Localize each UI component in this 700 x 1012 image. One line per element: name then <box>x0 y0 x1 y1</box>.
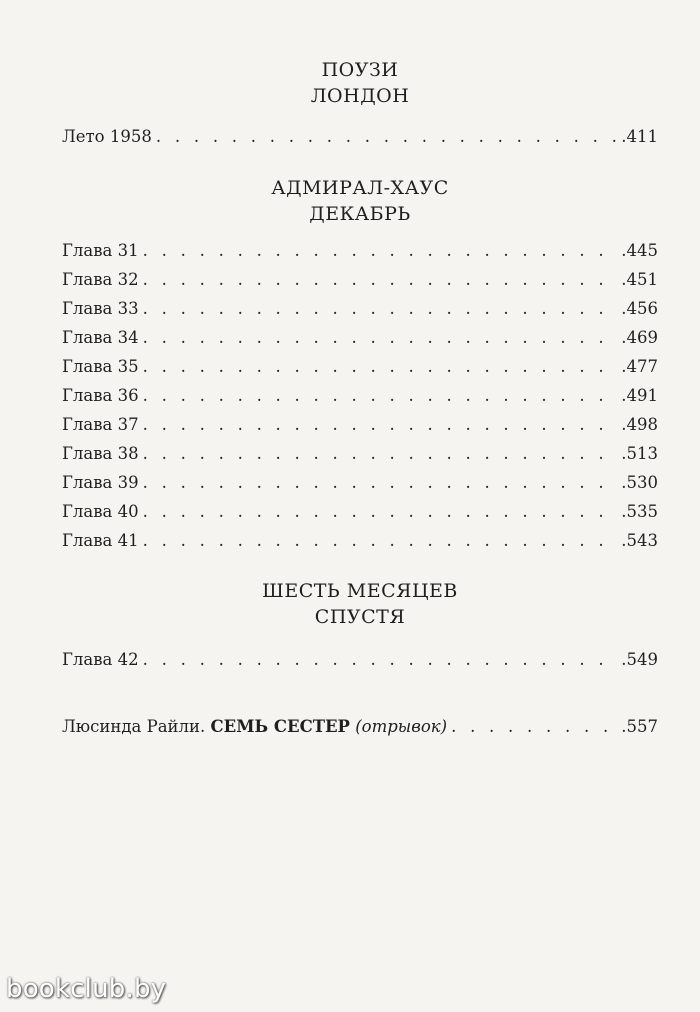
toc-page-number: .451 <box>621 270 658 289</box>
section-heading-pouzi <box>0 57 700 109</box>
toc-page-number: .549 <box>621 650 658 669</box>
dot-leader <box>143 266 618 294</box>
toc-page-number: .535 <box>621 502 658 521</box>
dot-leader <box>143 469 618 497</box>
toc-page-number: .498 <box>621 415 658 434</box>
toc-entry-chapter-36[interactable] <box>62 382 658 410</box>
section-heading-six-months <box>0 578 700 630</box>
section-title-line: ЛОНДОН <box>310 85 410 107</box>
section-title-line: ДЕКАБРЬ <box>309 203 411 225</box>
toc-entry-label: Глава 32 <box>62 270 139 289</box>
dot-leader <box>143 440 618 468</box>
dot-leader <box>143 353 618 381</box>
section-title-line: СПУСТЯ <box>314 606 406 628</box>
toc-entry-label: Глава 38 <box>62 444 139 463</box>
section-heading-admiral-house <box>0 175 700 227</box>
toc-entry-label: Глава 37 <box>62 415 139 434</box>
toc-entry-chapter-32[interactable] <box>62 266 658 294</box>
toc-page-number: .456 <box>621 299 658 318</box>
section-title-line: ПОУЗИ <box>321 59 399 81</box>
toc-entry-chapter-35[interactable] <box>62 353 658 381</box>
toc-page-number: .477 <box>621 357 658 376</box>
toc-entry-leto-1958[interactable] <box>62 123 658 151</box>
dot-leader <box>156 123 617 151</box>
toc-entry-chapter-41[interactable] <box>62 527 658 555</box>
dot-leader <box>143 295 618 323</box>
toc-entry-label: Глава 33 <box>62 299 139 318</box>
toc-entry-label: Глава 34 <box>62 328 139 347</box>
toc-entry-label: Глава 35 <box>62 357 139 376</box>
toc-entry-label <box>62 713 447 741</box>
toc-page-number: .557 <box>621 717 658 736</box>
dot-leader <box>143 411 618 439</box>
section-title-line: АДМИРАЛ-ХАУС <box>271 177 449 199</box>
toc-page-number: .543 <box>621 531 658 550</box>
dot-leader <box>451 713 617 741</box>
toc-entry-chapter-33[interactable] <box>62 295 658 323</box>
dot-leader <box>143 527 618 555</box>
toc-entry-chapter-40[interactable] <box>62 498 658 526</box>
section-title-line: ШЕСТЬ МЕСЯЦЕВ <box>262 580 458 602</box>
excerpt-title: СЕМЬ СЕСТЕР <box>210 717 350 736</box>
toc-page-number: .513 <box>621 444 658 463</box>
toc-entry-chapter-39[interactable] <box>62 469 658 497</box>
toc-page-number: .491 <box>621 386 658 405</box>
dot-leader <box>143 382 618 410</box>
toc-entry-label: Глава 40 <box>62 502 139 521</box>
excerpt-note: (отрывок) <box>355 717 448 736</box>
toc-entry-chapter-37[interactable] <box>62 411 658 439</box>
toc-entry-label: Глава 41 <box>62 531 139 550</box>
toc-entry-label: Лето 1958 <box>62 127 152 146</box>
toc-entry-chapter-42[interactable] <box>62 646 658 674</box>
toc-entry-label: Глава 36 <box>62 386 139 405</box>
toc-page-number: .530 <box>621 473 658 492</box>
dot-leader <box>143 237 618 265</box>
dot-leader <box>143 498 618 526</box>
toc-entry-label: Глава 31 <box>62 241 139 260</box>
toc-page-number: .445 <box>621 241 658 260</box>
toc-entry-chapter-31[interactable] <box>62 237 658 265</box>
toc-page-number: .469 <box>621 328 658 347</box>
toc-entry-excerpt[interactable] <box>62 713 658 741</box>
dot-leader <box>143 324 618 352</box>
toc-page-number: .411 <box>621 127 658 146</box>
toc-entry-chapter-38[interactable] <box>62 440 658 468</box>
watermark-logo: bookclub.by <box>6 974 167 1004</box>
toc-entry-chapter-34[interactable] <box>62 324 658 352</box>
excerpt-author: Люсинда Райли. <box>62 717 206 736</box>
toc-entry-label: Глава 39 <box>62 473 139 492</box>
dot-leader <box>143 646 618 674</box>
toc-entry-label: Глава 42 <box>62 650 139 669</box>
